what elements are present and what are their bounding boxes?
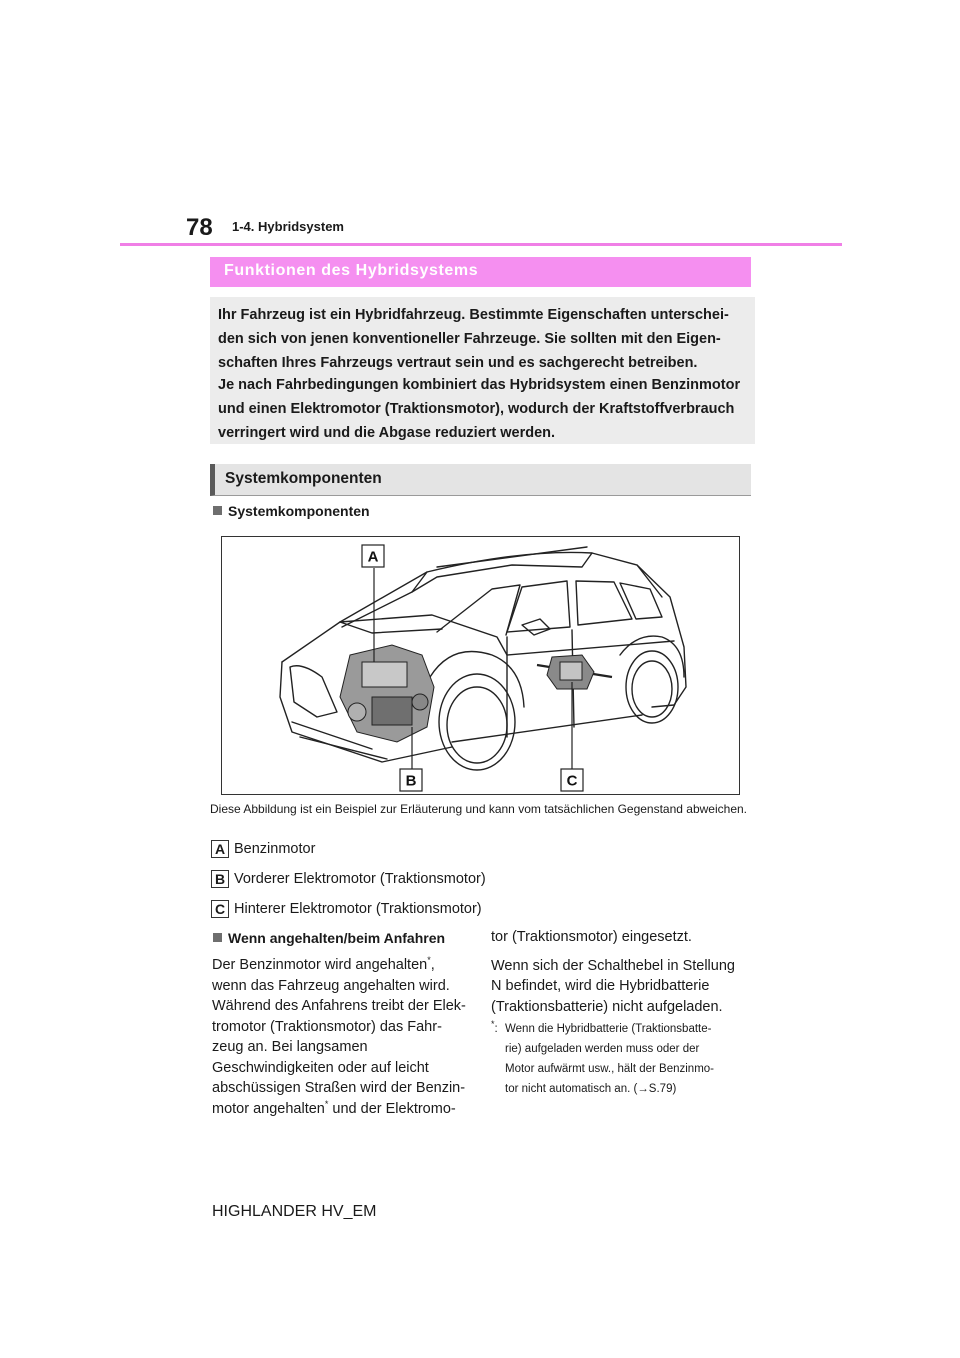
page-number: 78 [186,214,213,241]
svg-text:B: B [405,772,417,790]
footnote-text: Wenn die Hybridbatterie (Traktionsbatte- rie) aufgeladen werden muss oder der Motor aufwärmt usw., hält der Benzinmo- tor nicht automatisch an. (→S.79) [505,1023,714,1095]
intro-box [210,297,755,444]
subsection-title: Systemkomponenten [225,470,382,487]
stopped-paragraph: Der Benzinmotor wird angehalten*, wenn das Fahrzeug angehalten wird. Während des Anfahrens treibt der Elek- tromotor (Traktionsmotor) das Fahr- zeug an. Bei langsamen Geschwindigkeiten oder auf leicht abschüssigen Straßen wird der Benzin- motor angehalten* und der Elektromo- [212,955,466,1117]
stopped-heading: Wenn angehalten/beim Anfahren [213,930,445,946]
intro-paragraph-1: Ihr Fahrzeug ist ein Hybridfahrzeug. Bestimmte Eigenschaften unterschei- den sich von jenen konventioneller Fahrzeuge. Sie sollten mit den Eigen- schaften Ihres Fahrzeugs vertraut sein und es sachgerecht betreiben. [218,307,729,371]
square-bullet-icon [213,933,222,942]
svg-text:A: A [367,548,379,566]
subsection-title-banner [210,464,751,496]
section-title-banner [210,257,751,287]
callout-a [362,545,384,567]
document-footer: HIGHLANDER HV_EM [212,1203,377,1220]
figure-caption: Diese Abbildung ist ein Beispiel zur Erläuterung und kann vom tatsächlichen Gegenstand abweichen. [210,802,747,816]
callout-c [561,769,583,791]
legend-key: B [211,870,229,888]
footnote: *: Wenn die Hybridbatterie (Traktionsbatte- rie) aufgeladen werden muss oder der Motor aufwärmt usw., hält der Benzinmo- tor nicht automatisch an. (→S.79) [491,1019,751,1099]
components-heading: Systemkomponenten [213,503,370,519]
shift-lever-paragraph: Wenn sich der Schalthebel in Stellung N befindet, wird die Hybridbatterie (Traktionsbatterie) nicht aufgeladen. [491,957,735,1015]
square-bullet-icon [213,506,222,515]
legend-text: Vorderer Elektromotor (Traktionsmotor) [234,871,486,887]
svg-text:C: C [566,772,578,790]
stopped-paragraph-continued: tor (Traktionsmotor) eingesetzt. [491,929,692,945]
callout-b [400,769,422,791]
left-column [212,955,487,1119]
legend-key: C [211,900,229,918]
section-reference: 1-4. Hybridsystem [232,219,344,234]
legend-key: A [211,840,229,858]
legend-text: Hinterer Elektromotor (Traktionsmotor) [234,901,482,917]
section-title: Funktionen des Hybridsystems [224,262,479,279]
header-rule [120,243,842,246]
right-column [491,927,751,1099]
hybrid-vehicle-drawing [222,537,739,794]
intro-paragraph-2: Je nach Fahrbedingungen kombiniert das Hybridsystem einen Benzinmotor und einen Elektromotor (Traktionsmotor), wodurch der Kraftstoffverbrauch verringert wird und die Abgase reduziert werden. [218,377,741,441]
legend-text: Benzinmotor [234,841,316,857]
vehicle-illustration [221,536,740,795]
